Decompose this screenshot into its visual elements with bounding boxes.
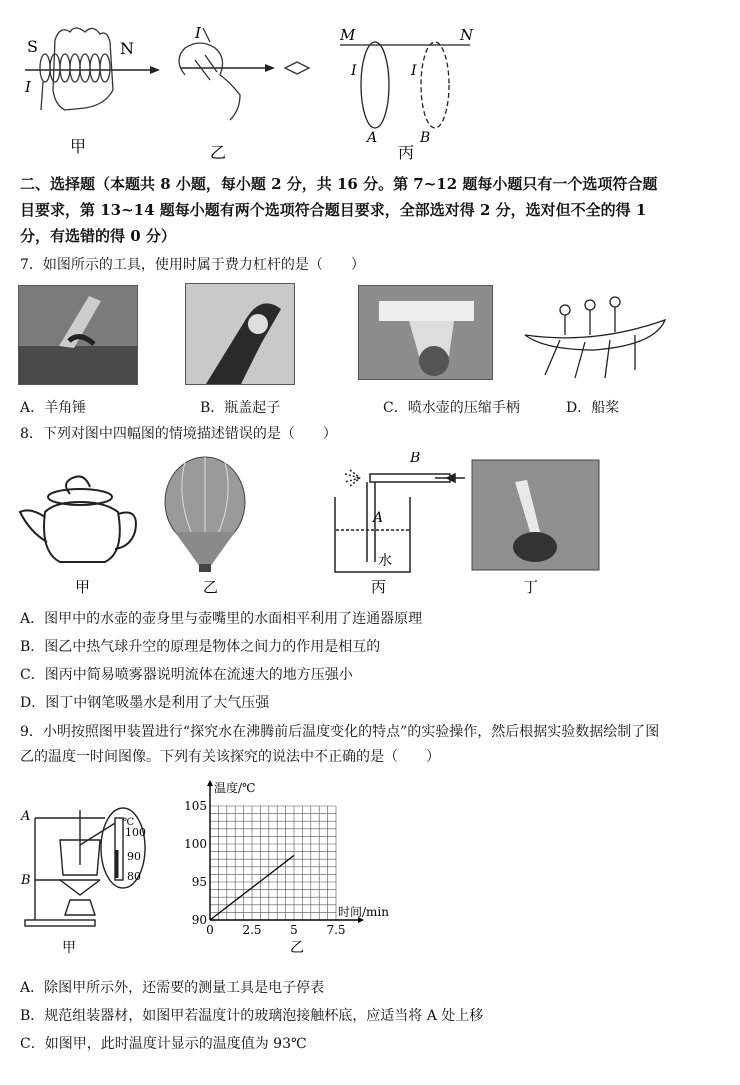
q7-image-bottle-opener <box>185 283 295 385</box>
chart-x-tick-label: 7.5 <box>326 923 346 937</box>
q9-jia-caption: 甲 <box>62 940 76 956</box>
q8-option-c[interactable]: C．图丙中简易喷雾器说明流体在流速大的地方压强小 <box>20 667 353 683</box>
q8-bing-label: 丙 <box>371 578 387 596</box>
q7-option-d[interactable]: D．船桨 <box>566 400 620 416</box>
chart-x-tick-label: 2.5 <box>242 923 262 937</box>
chart-y-tick-label: 90 <box>191 913 207 927</box>
q9-thermo-100: 100 <box>125 826 146 839</box>
q7-option-c[interactable]: C．喷水壶的压缩手柄 <box>383 400 520 416</box>
figure-jia-coil-hand <box>25 28 160 110</box>
chart-caption: 乙 <box>290 940 304 956</box>
q7-stem: 7．如图所示的工具，使用时属于费力杠杆的是（ ） <box>20 257 365 273</box>
q7-image-boat-oars <box>515 290 670 380</box>
q9-option-c[interactable]: C．如图甲，此时温度计显示的温度值为 93℃ <box>20 1036 307 1052</box>
jia-label-s: S <box>27 37 38 56</box>
q8-label-water: 水 <box>378 553 392 569</box>
bing-caption: 丙 <box>398 143 415 162</box>
q8-figures <box>15 452 615 604</box>
q9-option-b[interactable]: B．规范组装器材，如图甲若温度计的玻璃泡接触杯底，应适当将 A 处上移 <box>20 1008 484 1024</box>
section2-line1: 二、选择题（本题共 8 小题，每小题 2 分，共 16 分。第 7~12 题每小题只有一个选项符合题 <box>20 175 658 193</box>
yi-caption: 乙 <box>210 143 227 162</box>
figure-bing-coils <box>340 42 470 128</box>
jia-label-n: N <box>120 39 134 58</box>
jia-caption: 甲 <box>70 137 87 156</box>
q7-image-spray-bottle <box>358 285 493 380</box>
q8-jia-label: 甲 <box>75 578 91 596</box>
bing-label-i2: I <box>411 63 417 79</box>
q8-label-a: A <box>373 510 384 526</box>
q9-stem-line2: 乙的温度一时间图像。下列有关该探究的说法中不正确的是（ ） <box>20 749 440 765</box>
q8-teapot <box>20 476 136 562</box>
chart-y-tick-label: 100 <box>184 837 207 851</box>
bing-label-a: A <box>367 130 378 146</box>
q8-option-a[interactable]: A．图甲中的水壶的壶身里与壶嘴里的水面相平利用了连通器原理 <box>20 611 423 627</box>
q9-label-b: B <box>21 873 31 888</box>
q9-thermo-unit: ℃ <box>123 817 135 828</box>
q9-thermo-80: 80 <box>127 870 141 883</box>
q8-option-b[interactable]: B．图乙中热气球升空的原理是物体之间力的作用是相互的 <box>20 639 381 655</box>
chart-y-tick-label: 105 <box>184 799 207 813</box>
q9-stem-line1: 9．小明按照图甲装置进行“探究水在沸腾前后温度变化的特点”的实验操作，然后根据实验数据绘制了图 <box>20 724 660 740</box>
q9-label-a: A <box>21 809 31 824</box>
chart-x-tick-label: 0 <box>206 923 214 937</box>
bing-label-m: M <box>340 26 356 44</box>
chart-grid <box>210 806 336 920</box>
yi-label-i: I <box>195 24 201 42</box>
chart-y-arrow <box>207 780 213 786</box>
q9-temp-time-chart <box>180 778 395 958</box>
q8-ding-label: 丁 <box>523 578 539 596</box>
q7-option-a[interactable]: A．羊角锤 <box>20 400 87 416</box>
section2-line3: 分，有选错的得 0 分） <box>20 227 176 245</box>
bing-label-b: B <box>420 130 431 146</box>
top-figures <box>15 20 490 165</box>
section2-line2: 目要求，第 13~14 题每小题有两个选项符合题目要求，全部选对得 2 分，选对但不全的得 1 <box>20 201 647 219</box>
q9-thermo-90: 90 <box>127 850 141 863</box>
q9-apparatus-figure <box>15 780 155 960</box>
q8-hot-air-balloon <box>165 457 245 572</box>
q9-option-a[interactable]: A．除图甲所示外，还需要的测量工具是电子停表 <box>20 980 325 996</box>
bing-label-i1: I <box>351 63 357 79</box>
chart-y-tick-label: 95 <box>191 875 207 889</box>
q8-sprayer <box>335 470 465 572</box>
q7-option-b[interactable]: B．瓶盖起子 <box>200 400 281 416</box>
q8-label-b: B <box>410 452 421 466</box>
q8-option-d[interactable]: D．图丁中钢笔吸墨水是利用了大气压强 <box>20 695 270 711</box>
jia-label-i: I <box>25 78 31 96</box>
chart-ylabel: 温度/℃ <box>214 781 256 795</box>
q7-image-claw-hammer <box>18 285 138 385</box>
chart-x-tick-label: 5 <box>290 923 298 937</box>
chart-xlabel: 时间/min <box>338 905 389 919</box>
q8-stem: 8．下列对图中四幅图的情境描述错误的是（ ） <box>20 426 337 442</box>
q8-yi-label: 乙 <box>203 578 219 596</box>
bing-label-n: N <box>460 26 474 44</box>
